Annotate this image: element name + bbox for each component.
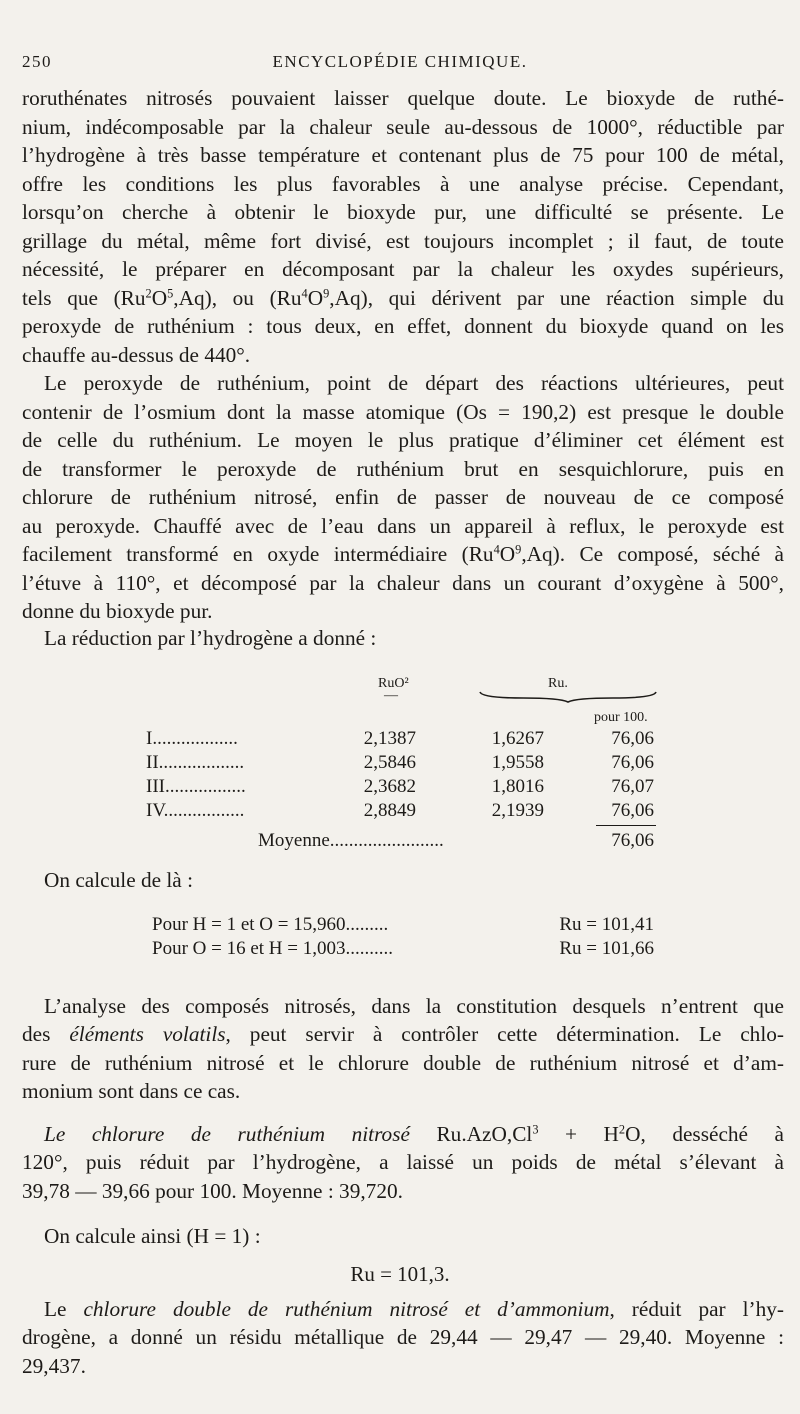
- text-line: grillage du métal, même fort divisé, est toujours incomplet ; il faut, de toute: [22, 229, 784, 253]
- text-line: contenir de l’osmium dont la masse atomique (Os = 190,2) est presque le double: [22, 400, 784, 424]
- text-line: [22, 1020, 784, 1049]
- mean-label: Moyenne........................: [258, 830, 444, 851]
- calc-row-1-left: Pour H = 1 et O = 15,960.........: [152, 914, 389, 935]
- text-line: drogène, a donné un résidu métallique de 29,44 — 29,47 — 29,40. Moyenne :: [22, 1325, 784, 1349]
- calc-row-2-left: Pour O = 16 et H = 1,003..........: [152, 938, 393, 959]
- table-brace: [478, 690, 658, 704]
- row-label: I..................: [146, 728, 238, 749]
- text-run-italic: Le chlorure de ruthénium nitrosé: [44, 1122, 410, 1146]
- superscript: 2: [618, 1122, 626, 1137]
- superscript: 5: [167, 286, 174, 301]
- superscript: 4: [493, 542, 500, 557]
- text-line: [22, 284, 784, 313]
- text-run: , peut servir à contrôler cette détermination. Le chlo-: [225, 1022, 784, 1046]
- row-label: II..................: [146, 752, 245, 773]
- text-run-italic: chlorure double de ruthénium nitrosé et d’ammonium: [83, 1297, 610, 1321]
- text-line: chlorure de ruthénium nitrosé, enfin de passer de nouveau de ce composé: [22, 485, 784, 509]
- page-header: [22, 52, 778, 76]
- text-line: Le peroxyde de ruthénium, point de départ des réactions ultérieures, peut: [44, 371, 784, 395]
- table-rule: [596, 825, 656, 826]
- text-line: l’hydrogène à très basse température et contenant plus de 75 pour 100 de métal,: [22, 143, 784, 167]
- table-head-ru: Ru.: [548, 676, 568, 691]
- text-run: O: [307, 286, 324, 310]
- superscript: 9: [515, 542, 522, 557]
- row-value-percent: 76,06: [611, 752, 654, 773]
- superscript: 2: [145, 286, 152, 301]
- row-value-ru: 1,6267: [491, 728, 544, 749]
- text-line: au peroxyde. Chauffé avec de l’eau dans un appareil à reflux, le peroxyde est: [22, 514, 784, 538]
- row-value-ruo2: 2,5846: [363, 752, 416, 773]
- text-run: Ru.AzO,Cl: [409, 1122, 533, 1146]
- text-line: peroxyde de ruthénium : tous deux, en effet, donnent du bioxyde quand on les: [22, 314, 784, 338]
- text-run: O, desséché à: [625, 1122, 784, 1146]
- text-line: rure de ruthénium nitrosé et le chlorure double de ruthénium nitrosé et d’am-: [22, 1051, 784, 1075]
- row-value-ru: 1,8016: [491, 776, 544, 797]
- text-run: tels que (Ru: [22, 286, 146, 310]
- running-title: ENCYCLOPÉDIE CHIMIQUE.: [272, 52, 528, 71]
- text-line: monium sont dans ce cas.: [22, 1079, 241, 1103]
- text-run: , réduit par l’hy-: [609, 1297, 784, 1321]
- row-value-ruo2: 2,1387: [363, 728, 416, 749]
- paragraph-4: On calcule de là :: [44, 868, 194, 892]
- text-line: L’analyse des composés nitrosés, dans la constitution desquels n’entrent que: [44, 994, 784, 1018]
- text-line: lorsqu’on cherche à obtenir le bioxyde pur, une difficulté se présente. Le: [22, 200, 784, 224]
- text-run: facilement transformé en oxyde intermédiaire (Ru: [22, 542, 494, 566]
- text-line: l’étuve à 110°, et décomposé par la chaleur dans un courant d’oxygène à 500°,: [22, 571, 784, 595]
- text-run: + H: [538, 1122, 619, 1146]
- text-run: des: [22, 1022, 70, 1046]
- row-value-ruo2: 2,3682: [363, 776, 416, 797]
- text-run: ,Aq), ou (Ru: [173, 286, 302, 310]
- paragraph-7: On calcule ainsi (H = 1) :: [44, 1224, 261, 1248]
- row-value-percent: 76,06: [611, 728, 654, 749]
- row-label: IV.................: [146, 800, 245, 821]
- paragraph-3: La réduction par l’hydrogène a donné :: [44, 626, 377, 650]
- text-line: offre les conditions les plus favorables à une analyse précise. Cependant,: [22, 172, 784, 196]
- text-run-italic: éléments volatils: [69, 1022, 226, 1046]
- text-run: ,Aq). Ce composé, séché à: [521, 542, 785, 566]
- text-run: ,Aq), qui dérivent par une réaction simple du: [329, 286, 785, 310]
- text-line: de transformer le peroxyde de ruthénium brut en sesquichlorure, puis en: [22, 457, 784, 481]
- row-value-percent: 76,07: [611, 776, 654, 797]
- page-number: 250: [22, 52, 52, 71]
- table-head-percent: pour 100.: [594, 710, 648, 725]
- text-run: O: [499, 542, 516, 566]
- text-line: 120°, puis réduit par l’hydrogène, a laissé un poids de métal s’élevant à: [22, 1150, 784, 1174]
- text-line: 29,437.: [22, 1354, 86, 1378]
- row-value-ru: 2,1939: [491, 800, 544, 821]
- text-line: [22, 540, 784, 569]
- text-run: Le: [44, 1297, 84, 1321]
- text-line: 39,78 — 39,66 pour 100. Moyenne : 39,720.: [22, 1179, 403, 1203]
- row-label: III.................: [146, 776, 246, 797]
- equation: Ru = 101,3.: [350, 1262, 450, 1286]
- text-line: de celle du ruthénium. Le moyen le plus pratique d’éliminer cet élément est: [22, 428, 784, 452]
- superscript: 3: [532, 1122, 539, 1137]
- table-head-dash: —: [384, 688, 398, 703]
- row-value-ruo2: 2,8849: [363, 800, 416, 821]
- text-line: roruthénates nitrosés pouvaient laisser quelque doute. Le bioxyde de ruthé-: [22, 86, 784, 110]
- text-line: nécessité, le préparer en décomposant par la chaleur les oxydes supérieurs,: [22, 257, 784, 281]
- row-value-ru: 1,9558: [491, 752, 544, 773]
- text-line: donne du bioxyde pur.: [22, 599, 213, 623]
- calc-row-2-right: Ru = 101,66: [559, 938, 654, 959]
- text-line: [44, 1120, 784, 1149]
- calc-row-1-right: Ru = 101,41: [559, 914, 654, 935]
- text-line: nium, indécomposable par la chaleur seule au-dessous de 1000°, réductible par: [22, 115, 784, 139]
- superscript: 9: [323, 286, 330, 301]
- text-run: O: [151, 286, 168, 310]
- table-head-ruo2: RuO²: [378, 676, 409, 691]
- superscript: 4: [301, 286, 308, 301]
- text-line: chauffe au-dessus de 440°.: [22, 343, 251, 367]
- mean-value: 76,06: [611, 830, 654, 851]
- row-value-percent: 76,06: [611, 800, 654, 821]
- text-line: [44, 1295, 784, 1324]
